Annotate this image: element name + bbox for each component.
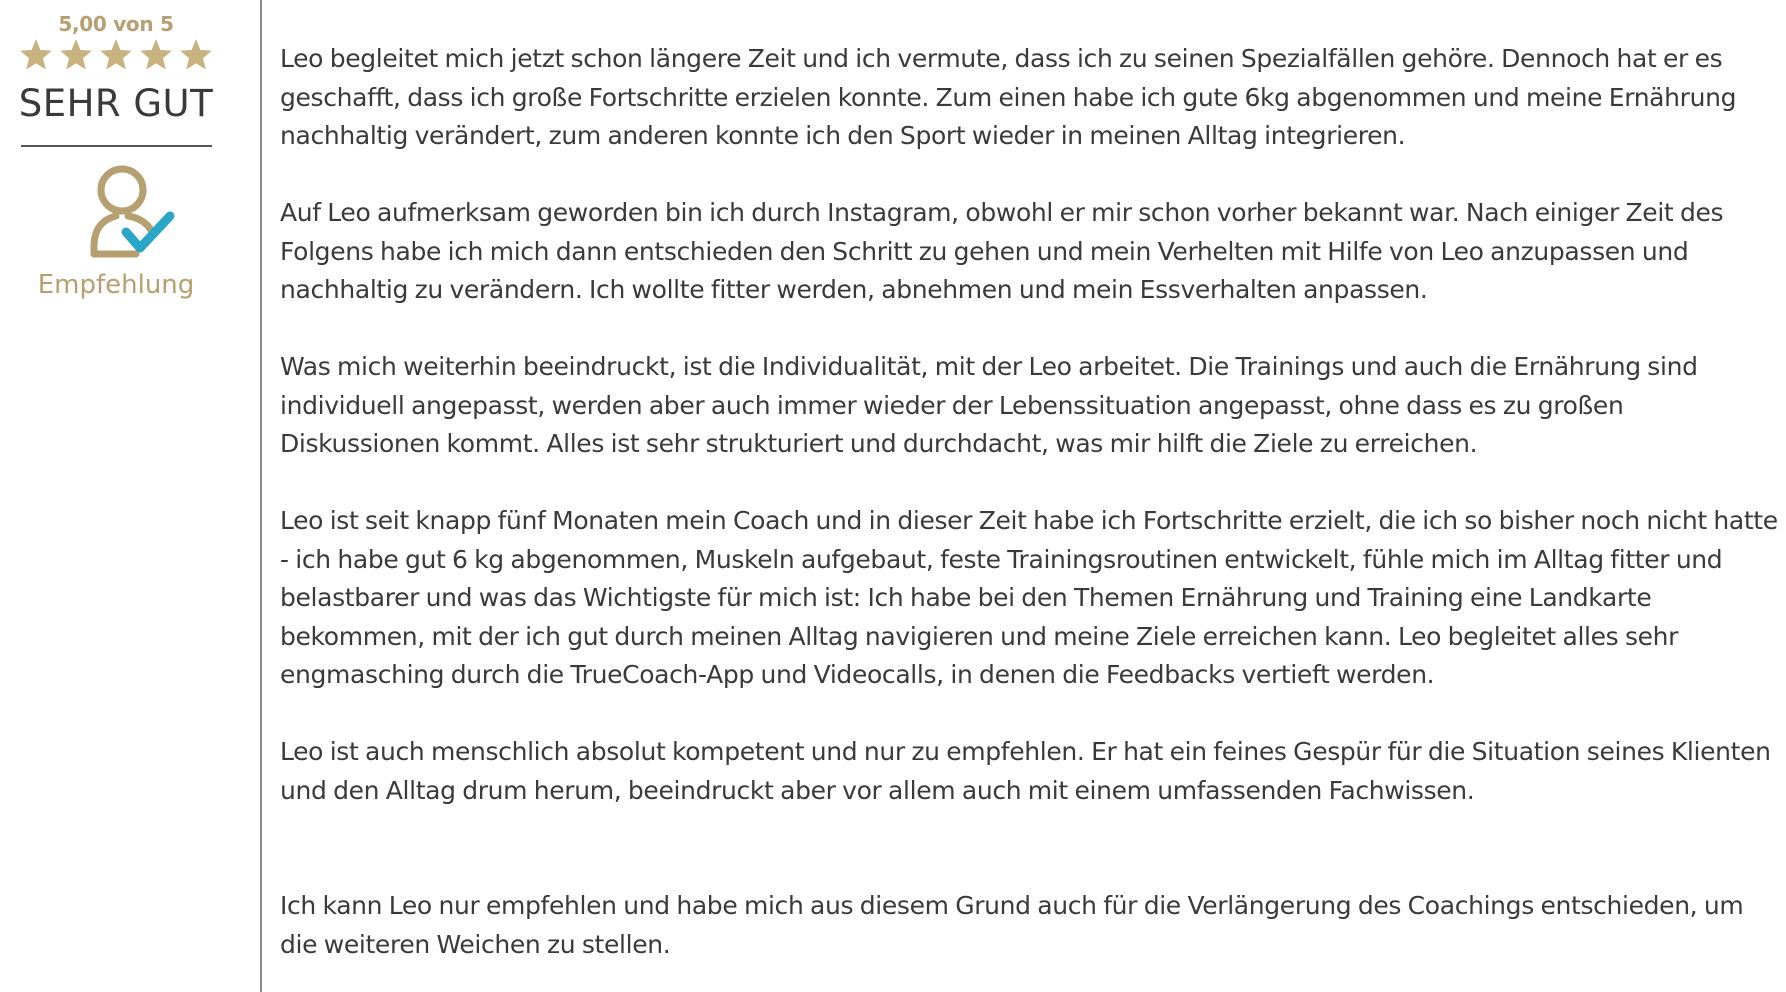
star-icon [98,37,134,73]
sidebar-divider [21,145,212,147]
review-paragraph: Leo begleitet mich jetzt schon längere Zeit und ich vermute, dass ich zu seinen Spezialfällen gehöre. Dennoch hat er es geschafft, dass ich große Fortschritte erzielen konnte. Zum einen habe ich gute 6kg abgenommen und meine Ernährung nachhaltig verändert, zum anderen konnte ich den Sport wieder in meinen Alltag integrieren. [280,44,1737,150]
review-paragraph: Ich kann Leo nur empfehlen und habe mich aus diesem Grund auch für die Verlängerung des Coachings entschieden, um die weiteren Weichen zu stellen. [280,891,1744,959]
star-icon [138,37,174,73]
review-paragraph: Leo ist auch menschlich absolut kompetent und nur zu empfehlen. Er hat ein feines Gespür für die Situation seines Klienten und den Alltag drum herum, beeindruckt aber vor allem auch mit einem umfassenden Fachwissen. [280,737,1771,805]
star-icon [18,37,54,73]
review-paragraph: Auf Leo aufmerksam geworden bin ich durch Instagram, obwohl er mir schon vorher bekannt war. Nach einiger Zeit des Folgens habe ich mich dann entschieden den Schritt zu gehen und mein Verhelten mit Hilfe von Leo anzupassen und nachhaltig zu verändern. Ich wollte fitter werden, abnehmen und mein Essverhalten anpassen. [280,198,1724,304]
review-paragraph: Was mich weiterhin beeindruckt, ist die Individualität, mit der Leo arbeitet. Die Trainings und auch die Ernährung sind individuell angepasst, werden aber auch immer wieder der Lebenssituation angepasst, ohne dass es zu großen Diskussionen kommt. Alles ist sehr strukturiert und durchdacht, was mir hilft die Ziele zu erreichen. [280,352,1698,458]
review-paragraph: Leo ist seit knapp fünf Monaten mein Coach und in dieser Zeit habe ich Fortschritte erzielt, die ich so bisher noch nicht hatte - ich habe gut 6 kg abgenommen, Muskeln aufgebaut, feste Trainingsroutinen entwickelt, fühle mich im Alltag fitter und belastbarer und was das Wichtigste für mich ist: Ich habe bei den Themen Ernährung und Training eine Landkarte bekommen, mit der ich gut durch meinen Alltag navigieren und meine Ziele erreichen kann. Leo begleitet alles sehr engmasching durch die TrueCoach-App und Videocalls, in denen die Feedbacks vertieft werden. [280,506,1778,689]
rating-sidebar [0,0,232,992]
vertical-divider [260,0,262,992]
rating-label: SEHR GUT [18,82,214,125]
star-icon [178,37,214,73]
star-rating [0,37,232,73]
star-icon [58,37,94,73]
rating-score: 5,00 von 5 [58,12,174,36]
review-text [280,40,1780,964]
person-check-icon [86,162,178,264]
recommendation-label: Empfehlung [37,270,195,300]
